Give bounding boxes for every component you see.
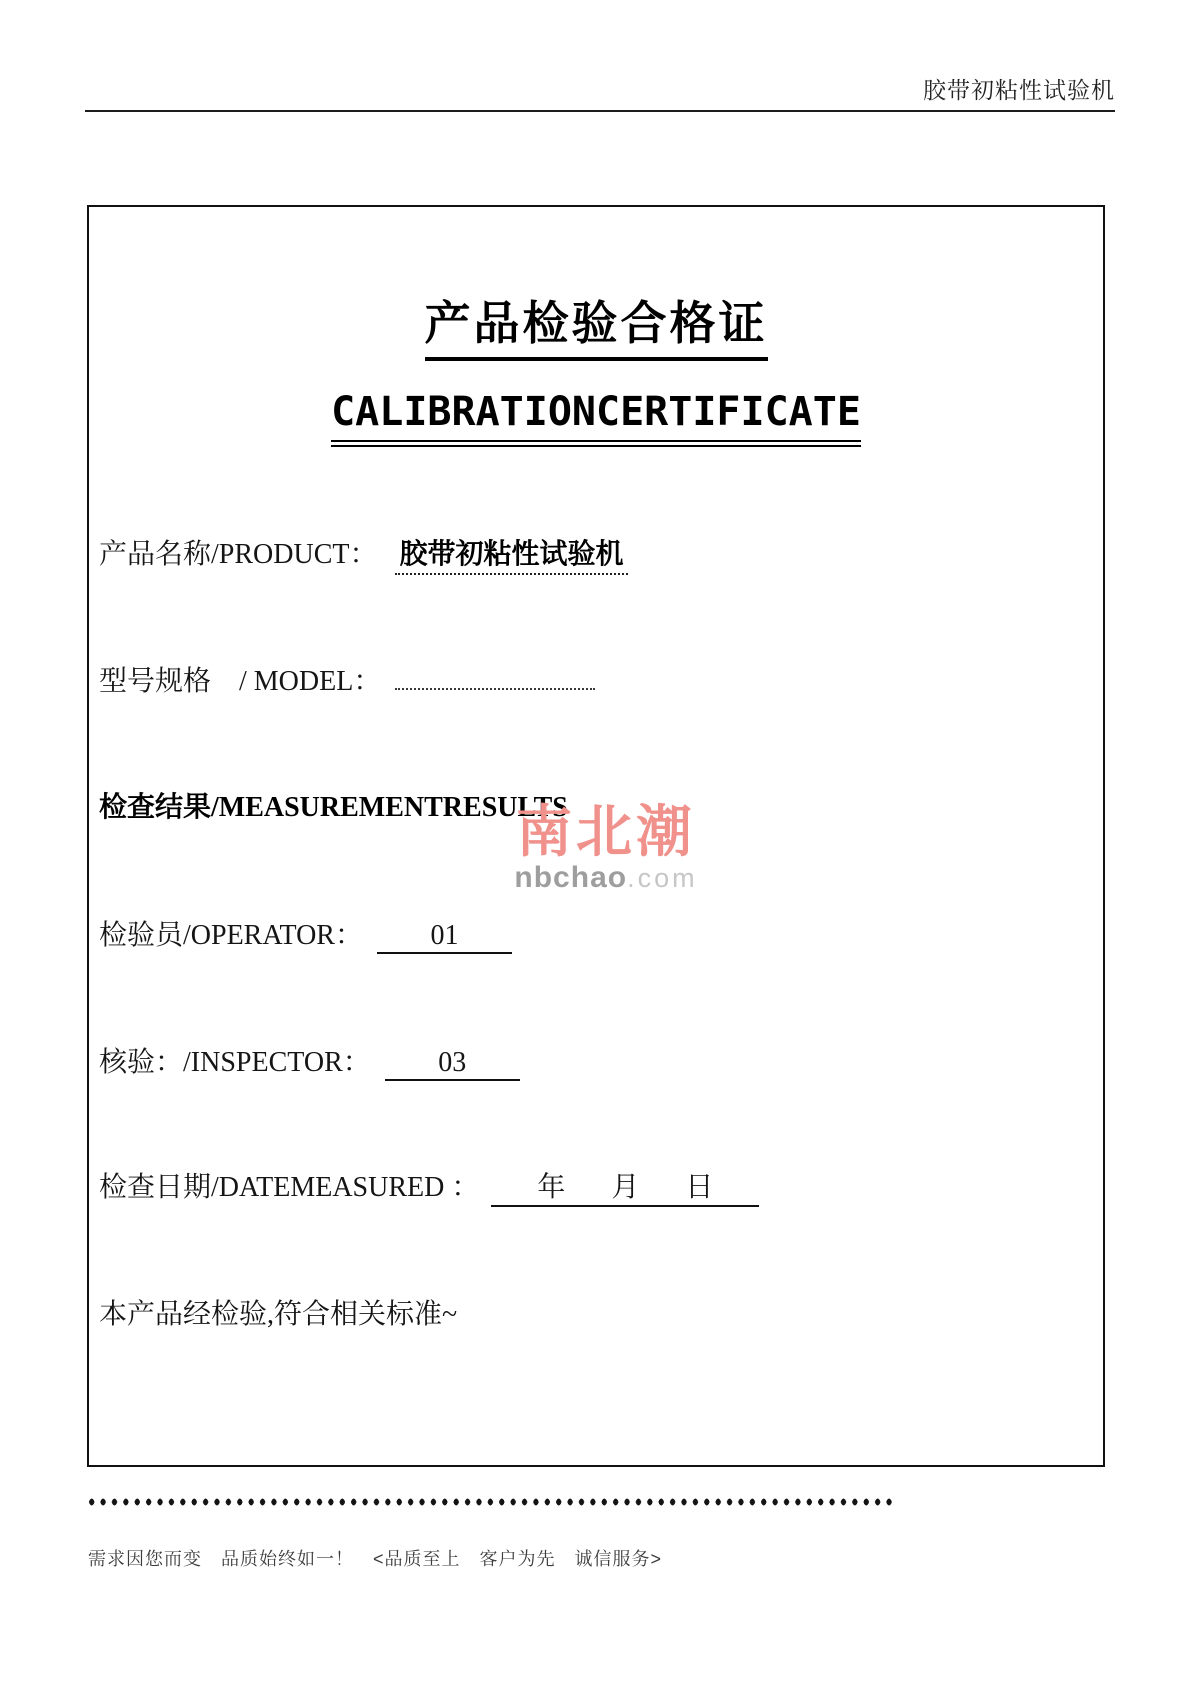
operator-value: 01 [377,920,512,954]
operator-label: 检验员/OPERATOR： [99,920,363,951]
certificate-title-cn-text: 产品检验合格证 [425,287,768,361]
watermark-brand-cn: 南北潮 [516,802,696,864]
date-row [99,1165,759,1207]
certificate-title-en [89,389,1103,447]
results-heading: 检查结果/MEASUREMENTRESULTS [99,792,568,823]
product-value: 胶带初粘性试验机 [395,532,627,575]
date-day-label: 日 [685,1172,714,1203]
inspector-label: 核验：/INSPECTOR： [99,1047,371,1078]
date-value-blank [491,1165,759,1207]
watermark-brand-tld: .com [627,863,698,893]
model-row [99,659,595,699]
operator-row [99,913,512,954]
page-header-title: 胶带初粘性试验机 [923,78,1115,103]
watermark-brand-latin: nbchao [514,861,628,894]
date-month-label: 月 [611,1172,640,1203]
header-divider [85,110,1115,112]
certificate-title-en-text: CALIBRATIONCERTIFICATE [331,389,861,447]
inspector-value: 03 [385,1047,520,1081]
inspector-row [99,1040,520,1081]
results-heading-row [99,785,568,825]
product-label: 产品名称/PRODUCT： [99,539,378,570]
product-row [99,532,628,575]
watermark-brand-latin-line [511,863,701,893]
date-year-label: 年 [537,1172,566,1203]
conclusion-row [99,1292,457,1332]
certificate-box [87,205,1105,1467]
footer-dotted-divider [86,1497,894,1507]
footer-slogan: 需求因您而变 品质始终如一！ <品质至上 客户为先 诚信服务> [88,1549,663,1569]
certificate-title-cn [89,287,1103,361]
model-value-blank [395,661,595,690]
model-label: 型号规格 / MODEL： [99,666,382,697]
conclusion-text: 本产品经检验,符合相关标准~ [99,1299,458,1330]
date-label: 检查日期/DATEMEASURED ： [99,1172,480,1203]
